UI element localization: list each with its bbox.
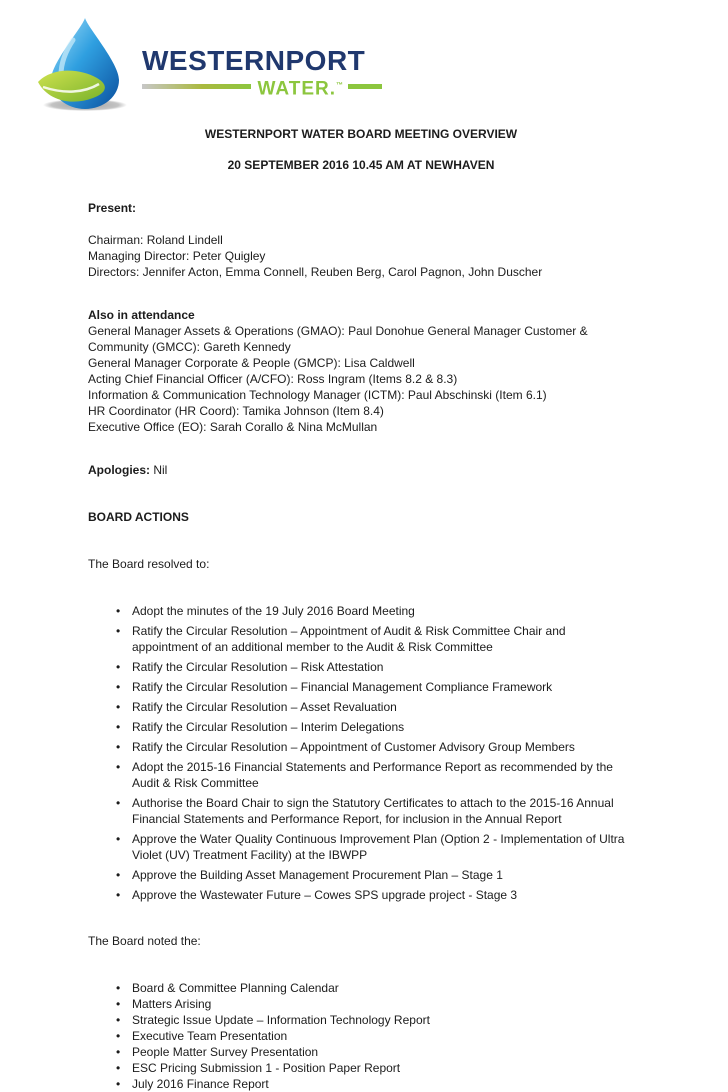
list-item-text: ESC Pricing Submission 1 - Position Paper Report [132, 1061, 401, 1075]
list-item-text: Strategic Issue Update – Information Technology Report [132, 1013, 430, 1027]
list-item [88, 1060, 634, 1076]
attendance-heading: Also in attendance [88, 308, 195, 322]
list-item [88, 1012, 634, 1028]
present-heading: Present: [88, 201, 137, 215]
logo-wordmark-bottom: WATER.™ [257, 78, 344, 99]
logo-wordmark-top: WESTERNPORT [142, 44, 366, 76]
bullet-icon [116, 603, 132, 619]
list-item-text: Ratify the Circular Resolution – Appointment of Customer Advisory Group Members [132, 740, 575, 754]
document-title: WESTERNPORT WATER BOARD MEETING OVERVIEW [204, 127, 518, 141]
logo-wordmark [142, 44, 382, 99]
list-item-text: Matters Arising [132, 997, 212, 1011]
trademark-mark: ™ [336, 81, 344, 89]
bullet-icon [116, 679, 132, 695]
noted-list [88, 980, 634, 1092]
list-item-text: Ratify the Circular Resolution – Appointment of Audit & Risk Committee Chair and appointment of an additional member to the Audit & Risk Committee [132, 624, 566, 654]
bullet-icon [116, 996, 132, 1012]
board-actions-section [88, 509, 634, 1092]
list-item-text: Approve the Wastewater Future – Cowes SPS upgrade project - Stage 3 [132, 888, 518, 902]
list-item [88, 795, 634, 827]
present-line: Managing Director: Peter Quigley [88, 249, 266, 263]
attendance-line: HR Coordinator (HR Coord): Tamika Johnson (Item 8.4) [88, 404, 384, 418]
list-item-text: Adopt the 2015-16 Financial Statements and Performance Report as recommended by the Audit & Risk Committee [132, 760, 613, 790]
present-lines [88, 232, 634, 280]
bullet-icon [116, 1044, 132, 1060]
list-item [88, 980, 634, 996]
list-item-text: People Matter Survey Presentation [132, 1045, 319, 1059]
list-item [88, 867, 634, 883]
attendance-section [88, 307, 634, 435]
list-item-text: Authorise the Board Chair to sign the Statutory Certificates to attach to the 2015-16 Annual Financial Statements and Performance Report, for inclusion in the Annual Report [132, 796, 614, 826]
attendance-line: Executive Office (EO): Sarah Corallo & Nina McMullan [88, 420, 378, 434]
list-item [88, 1028, 634, 1044]
list-item-text: Board & Committee Planning Calendar [132, 981, 339, 995]
bullet-icon [116, 623, 132, 639]
bullet-icon [116, 1028, 132, 1044]
noted-intro: The Board noted the: [88, 934, 201, 948]
bullet-icon [116, 719, 132, 735]
bullet-icon [116, 1076, 132, 1092]
list-item [88, 623, 634, 655]
bullet-icon [116, 1060, 132, 1076]
attendance-line: Information & Communication Technology Manager (ICTM): Paul Abschinski (Item 6.1) [88, 388, 547, 402]
board-actions-heading: BOARD ACTIONS [88, 510, 189, 524]
present-section [88, 200, 634, 280]
bullet-icon [116, 980, 132, 996]
list-item [88, 1076, 634, 1092]
list-item-text: Adopt the minutes of the 19 July 2016 Board Meeting [132, 604, 415, 618]
attendance-line: General Manager Corporate & People (GMCP): Lisa Caldwell [88, 356, 415, 370]
attendance-line: General Manager Assets & Operations (GMAO): Paul Donohue General Manager Customer & Community (GMCC): Gareth Kennedy [88, 324, 588, 354]
list-item [88, 719, 634, 735]
attendance-lines [88, 323, 634, 435]
list-item [88, 887, 634, 903]
logo-rule-left [142, 84, 251, 89]
present-line: Directors: Jennifer Acton, Emma Connell, Reuben Berg, Carol Pagnon, John Duscher [88, 265, 543, 279]
list-item-text: Executive Team Presentation [132, 1029, 288, 1043]
westernport-water-logo [34, 16, 382, 112]
list-item-text: Ratify the Circular Resolution – Financial Management Compliance Framework [132, 680, 553, 694]
bullet-icon [116, 739, 132, 755]
bullet-icon [116, 659, 132, 675]
list-item [88, 739, 634, 755]
bullet-icon [116, 759, 132, 775]
list-item [88, 659, 634, 675]
list-item-text: Ratify the Circular Resolution – Risk Attestation [132, 660, 384, 674]
list-item-text: Ratify the Circular Resolution – Interim Delegations [132, 720, 405, 734]
bullet-icon [116, 887, 132, 903]
apologies-line [88, 462, 634, 478]
attendance-line: Acting Chief Financial Officer (A/CFO): Ross Ingram (Items 8.2 & 8.3) [88, 372, 458, 386]
present-line: Chairman: Roland Lindell [88, 233, 223, 247]
apologies-label: Apologies: [88, 463, 150, 477]
apologies-value: Nil [153, 463, 168, 477]
resolved-list [88, 603, 634, 903]
list-item [88, 699, 634, 715]
list-item [88, 603, 634, 619]
document-subtitle: 20 SEPTEMBER 2016 10.45 AM AT NEWHAVEN [227, 158, 495, 172]
list-item [88, 759, 634, 791]
document-body [0, 126, 728, 1092]
bullet-icon [116, 699, 132, 715]
bullet-icon [116, 1012, 132, 1028]
list-item-text: Ratify the Circular Resolution – Asset Revaluation [132, 700, 397, 714]
list-item [88, 1044, 634, 1060]
apologies-section [88, 462, 634, 478]
list-item [88, 996, 634, 1012]
bullet-icon [116, 795, 132, 811]
water-drop-leaf-icon [34, 16, 136, 112]
list-item-text: July 2016 Finance Report [132, 1077, 269, 1091]
list-item [88, 831, 634, 863]
list-item [88, 679, 634, 695]
logo-rule-right [348, 84, 382, 89]
list-item-text: Approve the Building Asset Management Procurement Plan – Stage 1 [132, 868, 503, 882]
bullet-icon [116, 867, 132, 883]
bullet-icon [116, 831, 132, 847]
list-item-text: Approve the Water Quality Continuous Improvement Plan (Option 2 - Implementation of Ultra Violet (UV) Treatment Facility) at the IBWPP [132, 832, 625, 862]
resolved-intro: The Board resolved to: [88, 557, 210, 571]
